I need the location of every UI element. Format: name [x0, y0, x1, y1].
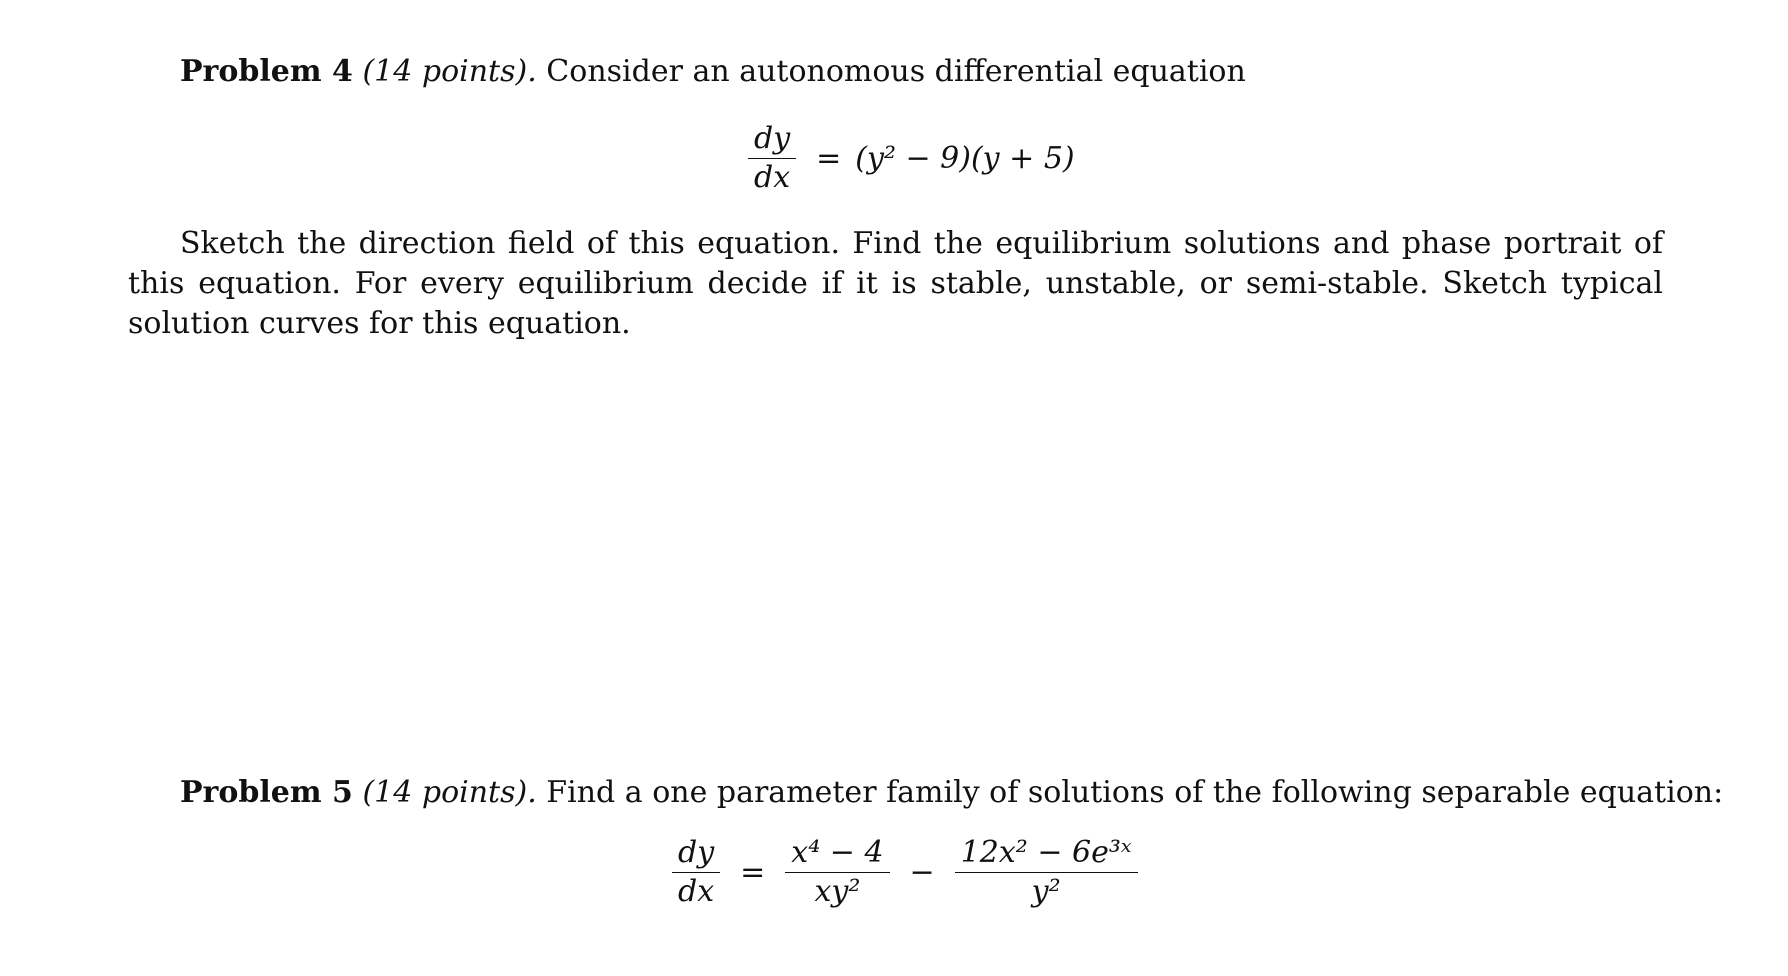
fraction-denominator: dx — [678, 874, 715, 909]
problem-5-intro: Find a one parameter family of solutions of the following separable equation: — [546, 775, 1724, 810]
problem-4-body: Sketch the direction field of this equation. Find the equilibrium solutions and phase portrait of this equation. For every equilibrium decide if it is stable, unstable, or semi-stable. Sketch typical solution curves for this equation. — [128, 226, 1663, 341]
equals-sign: = — [816, 141, 842, 176]
equals-sign: = — [740, 855, 766, 890]
second-fraction — [955, 834, 1138, 911]
problem-5-equation — [666, 834, 1144, 911]
problem-5-label: Problem 5 — [180, 775, 353, 810]
fraction-denominator: dx — [754, 160, 791, 195]
fraction-numerator: dy — [678, 835, 715, 870]
derivative-fraction — [672, 834, 720, 911]
derivative-fraction — [748, 120, 796, 197]
minus-sign: − — [909, 855, 935, 890]
problem-4-equation — [742, 120, 1075, 197]
fraction-denominator: y² — [1031, 874, 1061, 909]
equation-rhs: (y² − 9)(y + 5) — [855, 141, 1075, 176]
problem-4-intro: Consider an autonomous differential equation — [546, 54, 1246, 89]
fraction-numerator: x⁴ − 4 — [791, 835, 884, 870]
problem-5-points: (14 points). — [362, 775, 537, 810]
first-fraction — [785, 834, 889, 911]
fraction-denominator: xy² — [814, 874, 861, 909]
problem-5-heading — [180, 773, 1723, 813]
fraction-numerator: 12x² − 6e³ˣ — [960, 835, 1132, 870]
problem-4-heading — [180, 52, 1246, 92]
fraction-numerator: dy — [754, 121, 791, 156]
problem-4-points: (14 points). — [362, 54, 537, 89]
problem-4-label: Problem 4 — [180, 54, 353, 89]
